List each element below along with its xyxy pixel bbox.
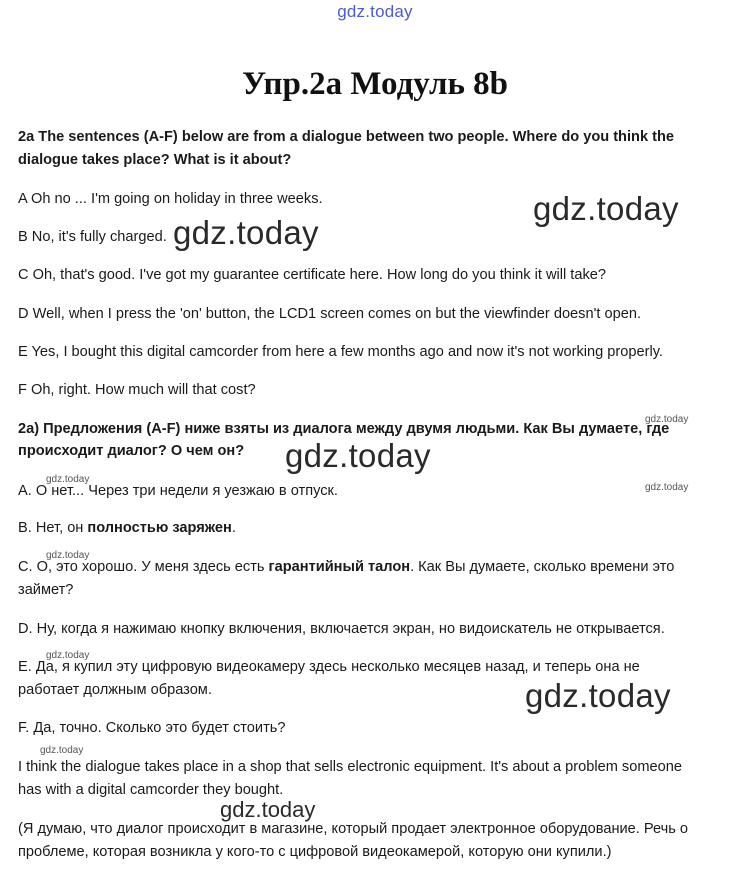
watermark: gdz.today [645,482,689,493]
watermark: gdz.today [46,550,90,561]
task-en-line-2: dialogue takes place? What is it about? [18,152,292,168]
sentence-ru-a: А. О нет... Через три недели я уезжаю в отпуск. [18,483,338,499]
sentence-en-d: D Well, when I press the 'on' button, the LCD1 screen comes on but the viewfinder doesn't open. [18,306,641,322]
watermark: gdz.today [46,650,90,661]
answer-en-line-2: has with a digital camcorder they bought. [18,782,284,798]
sentence-ru-b-bold: полностью заряжен [87,520,232,536]
task-ru-line-2: происходит диалог? О чем он? [18,443,245,459]
site-header-logo[interactable]: gdz.today [337,2,413,21]
answer-ru-line-1: (Я думаю, что диалог происходит в магазине, который продает электронное оборудование. Речь о [18,821,688,837]
watermark: gdz.today [285,437,431,474]
watermark: gdz.today [173,214,319,251]
sentence-ru-c-prefix: С. О, это хорошо. У меня здесь есть [18,559,269,575]
sentence-en-e: E Yes, I bought this digital camcorder from here a few months ago and now it's not working properly. [18,344,663,360]
sentence-ru-c-suffix: . Как Вы думаете, сколько времени это [410,559,675,575]
sentence-ru-b-suffix: . [231,520,236,536]
watermark: gdz.today [220,797,316,822]
task-en-line-1: 2a The sentences (A-F) below are from a dialogue between two people. Where do you think the [18,129,675,145]
sentence-ru-e-line-1: Е. Да, я купил эту цифровую видеокамеру здесь несколько месяцев назад, и теперь она не [18,659,640,675]
sentence-en-f: F Oh, right. How much will that cost? [18,382,256,398]
sentence-ru-b-prefix: В. Нет, он [18,520,88,536]
sentence-ru-d: D. Ну, когда я нажимаю кнопку включения, включается экран, но видоискатель не открывается. [18,621,665,637]
watermark: gdz.today [46,474,90,485]
watermark: gdz.today [645,414,689,425]
sentence-ru-e-line-2: работает должным образом. [18,682,212,698]
watermark: gdz.today [525,677,671,714]
sentence-ru-c-line-2: займет? [18,582,74,598]
sentence-ru-f: F. Да, точно. Сколько это будет стоить? [18,720,286,736]
answer-ru-line-2: проблеме, которая возникла у кого-то с цифровой видеокамерой, которую они купили.) [18,844,612,860]
watermark: gdz.today [533,190,679,227]
watermark: gdz.today [40,745,84,756]
sentence-ru-c-bold: гарантийный талон [268,559,411,575]
sentence-ru-c [18,559,674,575]
task-ru-line-1: 2а) Предложения (A-F) ниже взяты из диалога между двумя людьми. Как Вы думаете, где [18,421,670,437]
sentence-en-c: C Oh, that's good. I've got my guarantee certificate here. How long do you think it will take? [18,267,607,283]
sentence-en-b: B No, it's fully charged. [18,229,167,245]
page-title: Упр.2а Модуль 8b [241,66,509,102]
sentence-en-a: A Oh no ... I'm going on holiday in three weeks. [18,191,323,207]
answer-en-line-1: I think the dialogue takes place in a shop that sells electronic equipment. It's about a problem someone [18,759,682,775]
sentence-ru-b [18,520,236,536]
